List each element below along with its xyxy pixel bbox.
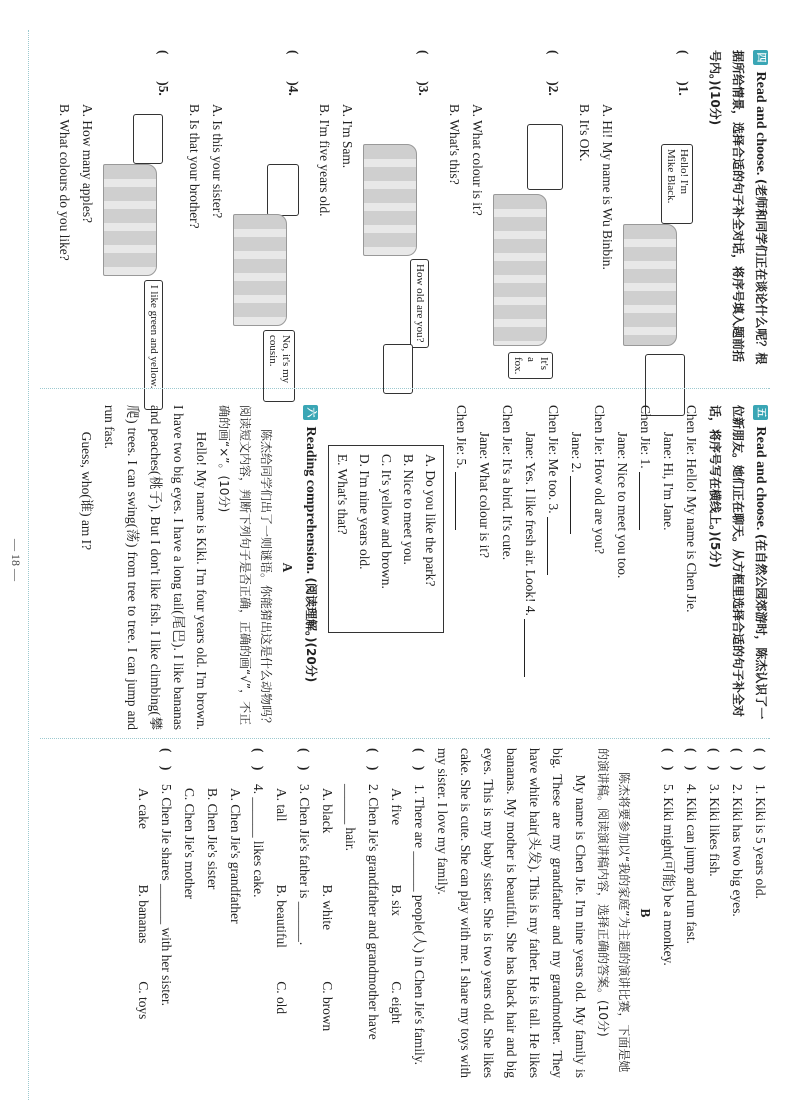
empty-speech-bubble [133, 114, 163, 164]
part-b-passage: My name is Chen Jie. I'm nine years old. My family is big. These are my grandfather and my grandmother. They have white hair(头发). This is my father. He is tall. He likes bananas. My mother is beautiful. She has black hair and big eyes. This is my baby sister. She is two years old. She likes cake. She is cute. She can play with me. I share my toys with my sister. I love my family. [435, 748, 588, 1078]
speech-bubble: How old are you? [410, 259, 429, 348]
illustration-5 [103, 104, 173, 389]
section-4 [53, 50, 772, 389]
answer-blank[interactable] [524, 619, 539, 677]
speech-bubble: No, it's my cousin. [263, 330, 295, 402]
answer-paren[interactable]: ( ) [159, 748, 174, 771]
box-option: A. Do you like the park? [423, 454, 438, 587]
answer-paren[interactable]: ( )3. [416, 50, 431, 96]
dialogue-line: Jane: What colour is it? [477, 431, 492, 558]
answer-blank[interactable] [639, 472, 654, 530]
option-box [328, 445, 444, 633]
statement: ( ) 2. Kiki has two big eyes. [726, 748, 749, 1078]
answer-paren[interactable]: ( )1. [676, 50, 691, 96]
option-b: B. What's this? [447, 104, 462, 185]
s4-question-3 [313, 50, 435, 368]
option-a: A. How many apples? [80, 104, 95, 223]
part-a-closing: Guess, who(谁) am I? [79, 431, 94, 551]
part-b-label: B [638, 908, 653, 918]
answer-paren[interactable]: ( ) [412, 748, 427, 771]
box-option: E. What's that? [335, 454, 350, 535]
section-5-badge: 五 [753, 405, 768, 420]
answer-paren[interactable]: ( ) [753, 748, 768, 771]
dialogue-line: Chen Jie: Me too. 3. [542, 405, 565, 730]
illustration-3 [363, 104, 433, 368]
people-figure [623, 224, 677, 346]
illustration-1 [623, 104, 693, 368]
option-b: B. It's OK. [577, 104, 592, 162]
dialogue-line: Chen Jie: 5. [450, 405, 473, 730]
section-4-title: Read and choose. [753, 71, 768, 176]
section-5-title: Read and choose. [753, 426, 768, 531]
part-a-passage: Hello! My name is Kiki. I'm four years old. I'm brown. I have two big eyes. I have a long tail(尾巴). I like bananas and peaches(桃子). But I don't like fish. I like climbing(攀爬) trees. I can swing(荡) from tree to tree. I can jump and run fast. [102, 405, 209, 730]
answer-paren[interactable]: ( ) [297, 748, 312, 771]
section-5-instruction: (在自然公园郊游时，陈杰认识了一位新朋友。她们正在聊天。从方框里选择合适的句子补全对话，将序号写在横线上。)(5分) [708, 405, 768, 720]
speech-bubble: I like green and yellow. [144, 280, 163, 410]
answer-paren[interactable]: ( ) [684, 748, 699, 771]
answer-paren[interactable]: ( ) [251, 748, 266, 771]
option-b: B. I'm five years old. [317, 104, 332, 217]
section-6-title: Reading comprehension. [303, 426, 318, 575]
answer-blank[interactable] [570, 476, 585, 534]
part-b-question-1: ( ) 1. There are ______ people(人) in Chen Jie's family. A. five B. six C. eight [385, 748, 431, 1078]
part-b-question-4: ( ) 4. ______ likes cake. A. Chen Jie's grandfather B. Chen Jie's sister C. Chen Jie's mother [178, 748, 270, 1078]
part-a-instruction: 陈杰给同学们出了一则谜语。你能猜出这是什么动物吗？阅读短文内容，判断下列句子是否正确，正确的画“√”，不正确的画“×”。(10分) [217, 405, 273, 730]
section-6-title-zh: (阅读理解。)(20分) [304, 577, 318, 683]
dialogue-line: Chen Jie: It's a bird. It's cute. [500, 405, 515, 561]
people-figure [233, 214, 287, 326]
answer-blank[interactable] [455, 472, 470, 530]
empty-speech-bubble [383, 344, 413, 394]
dialogue-line: Chen Jie: Hello! My name is Chen Jie. [684, 405, 699, 613]
bottom-dotted-rule [28, 30, 29, 1100]
answer-paren[interactable]: ( ) [730, 748, 745, 771]
box-option: D. I'm nine years old. [357, 454, 372, 570]
people-figure [363, 144, 417, 256]
s4-question-5 [53, 50, 175, 389]
box-option: B. Nice to meet you. [401, 454, 416, 565]
box-option: C. It's yellow and brown. [379, 454, 394, 589]
answer-paren[interactable]: ( )4. [286, 50, 301, 96]
section-6-continued [132, 748, 772, 1078]
answer-paren[interactable]: ( )2. [546, 50, 561, 96]
part-b-question-3: ( ) 3. Chen Jie's father is ______. A. tall B. beautiful C. old [270, 748, 316, 1078]
dialogue [450, 405, 703, 730]
dialogue-line: Chen Jie: How old are you? [592, 405, 607, 555]
dialogue-line: Chen Jie: 1. [634, 405, 657, 730]
part-a-label: A [280, 562, 295, 573]
option-a: A. Hi! My name is Wu Binbin. [600, 104, 615, 270]
section-5 [75, 405, 772, 730]
statement: ( ) 5. Kiki might(可能) be a monkey. [657, 748, 680, 1078]
section-6-header [299, 405, 322, 730]
section-4-header [703, 50, 772, 368]
answer-paren[interactable]: ( ) [707, 748, 722, 771]
answer-paren[interactable]: ( ) [661, 748, 676, 771]
section-4-badge: 四 [753, 50, 768, 65]
dialogue-line: Jane: Nice to meet you too. [615, 431, 630, 579]
option-b: B. What colours do you like? [57, 104, 72, 261]
dialogue-line: Jane: 2. [565, 405, 588, 730]
column-divider [40, 388, 770, 389]
empty-speech-bubble [267, 164, 299, 216]
speech-bubble: It's a fox. [508, 352, 553, 379]
page-number: — 18 — [9, 539, 23, 581]
illustration-2 [493, 104, 563, 375]
part-b-question-2: ( ) 2. Chen Jie's grandfather and grandmother have ______ hair. A. black B. white C. brown [316, 748, 385, 1078]
dialogue-line: Jane: Hi, I'm Jane. [661, 431, 676, 531]
s4-question-2 [443, 50, 565, 375]
statement: ( ) 1. Kiki is 5 years old. [749, 748, 772, 1078]
part-b-instruction: 陈杰将要参加以“我的家庭”为主题的演讲比赛，下面是她的演讲稿。阅读演讲稿内容，选择正确的答案。(10分) [596, 748, 631, 1073]
column-divider [40, 738, 770, 739]
speech-bubble: Hello! I'm Mike Black. [661, 144, 693, 224]
option-a: A. I'm Sam. [340, 104, 355, 169]
section-5-header [703, 405, 772, 730]
s4-question-4 [183, 50, 305, 384]
people-figure [493, 194, 547, 346]
answer-paren[interactable]: ( ) [366, 748, 381, 771]
people-figure [103, 164, 157, 276]
s4-question-1 [573, 50, 695, 368]
answer-blank[interactable] [547, 517, 562, 575]
option-a: A. What colour is it? [470, 104, 485, 216]
dialogue-line: Jane: Yes. I like fresh air. Look! 4. [519, 405, 542, 730]
section-6-badge: 六 [303, 405, 318, 420]
section-4-instruction: (老师和同学们正在谈论什么呢？根据所给情景，选择合适的句子补全对话，将序号填入题前括号内。)(10分) [708, 50, 768, 365]
option-a: A. Is this your sister? [210, 104, 225, 219]
illustration-4 [233, 104, 303, 384]
part-b-question-5: ( ) 5. Chen Jie shares ______ with her sister. A. cake B. bananas C. toys [132, 748, 178, 1078]
empty-speech-bubble [527, 124, 563, 190]
statement: ( ) 4. Kiki can jump and run fast. [680, 748, 703, 1078]
option-b: B. Is that your brother? [187, 104, 202, 229]
answer-paren[interactable]: ( )5. [156, 50, 171, 96]
statement: ( ) 3. Kiki likes fish. [703, 748, 726, 1078]
